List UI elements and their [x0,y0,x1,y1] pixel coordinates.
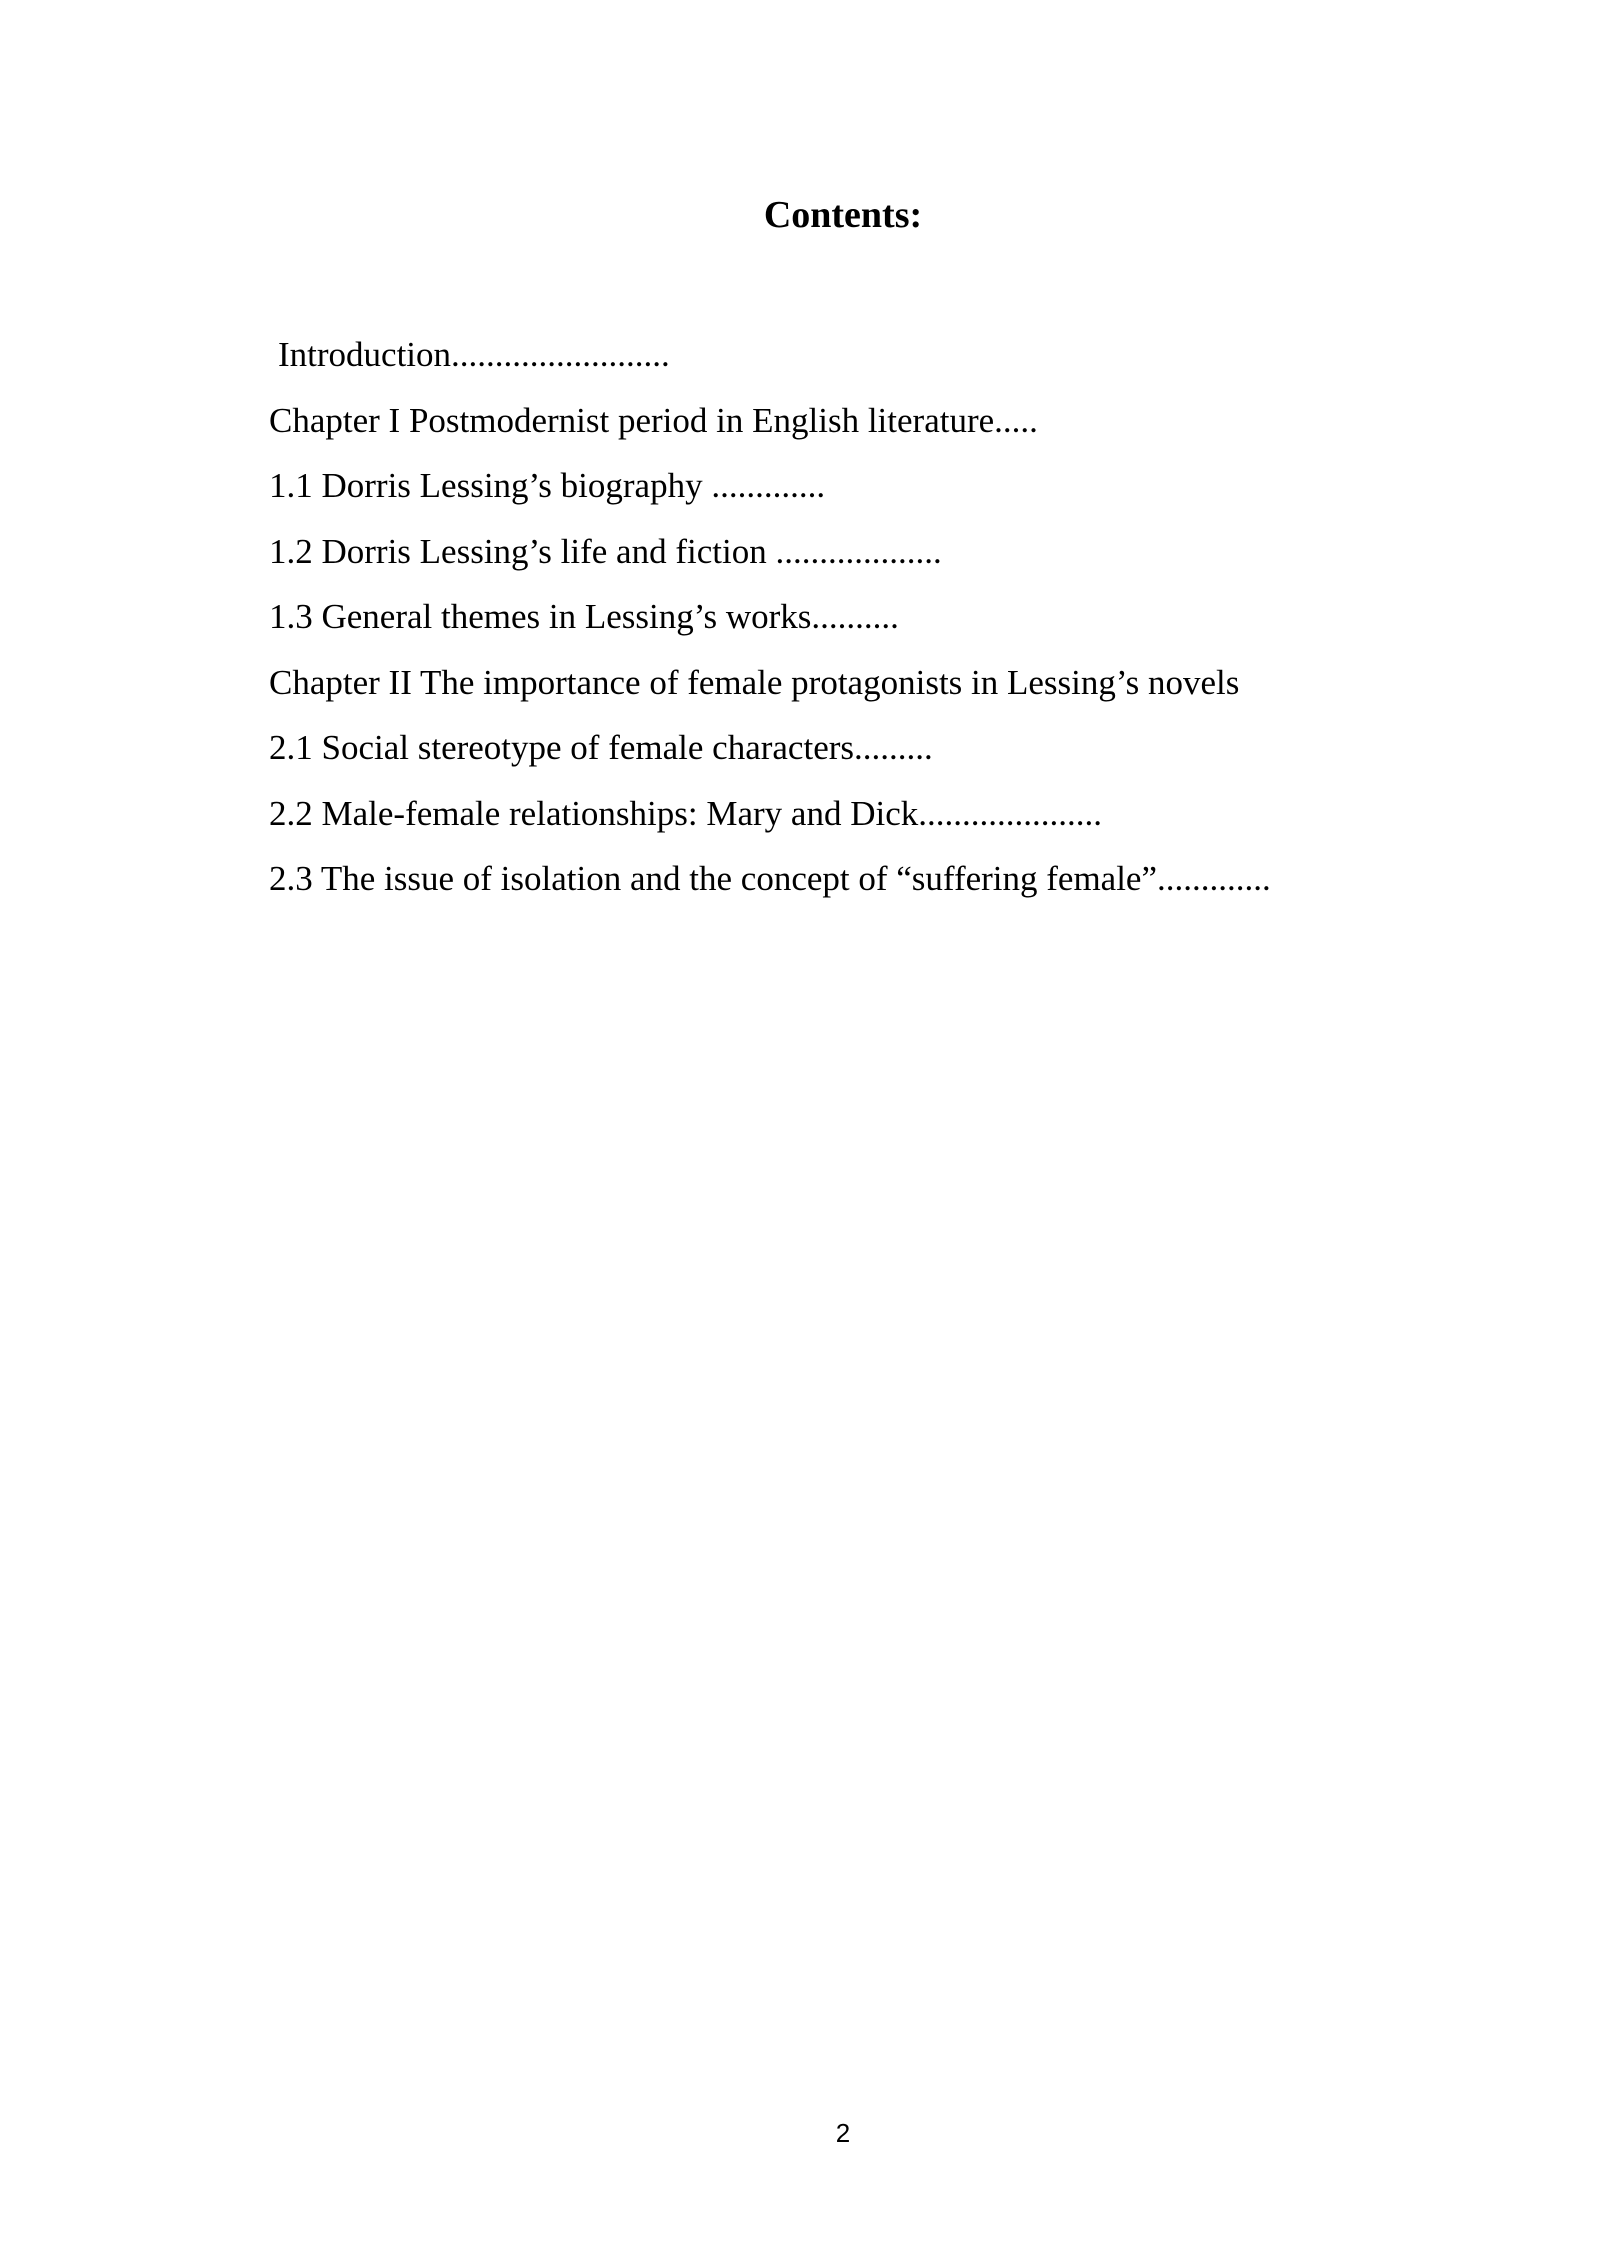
toc-entry-section-1-1: 1.1 Dorris Lessing’s biography ............. [269,466,826,505]
toc-entry-section-2-3: 2.3 The issue of isolation and the concept of “suffering female”............. [269,859,1271,898]
toc-entry-section-2-1: 2.1 Social stereotype of female characters......... [269,728,933,767]
contents-heading: Contents: [763,194,923,236]
page-number: 2 [835,2118,851,2148]
toc-entry-chapter-1: Chapter I Postmodernist period in English literature..... [269,400,1038,440]
toc-entry-section-1-3: 1.3 General themes in Lessing’s works.......... [269,597,899,636]
toc-entry-section-2-2: 2.2 Male-female relationships: Mary and Dick..................... [269,793,1102,833]
toc-entry-introduction: Introduction......................... [278,335,670,374]
toc-entry-section-1-2: 1.2 Dorris Lessing’s life and fiction ................... [269,531,942,571]
table-of-contents [269,322,1419,912]
toc-entry-chapter-2: Chapter II The importance of female protagonists in Lessing’s novels [269,662,1240,702]
